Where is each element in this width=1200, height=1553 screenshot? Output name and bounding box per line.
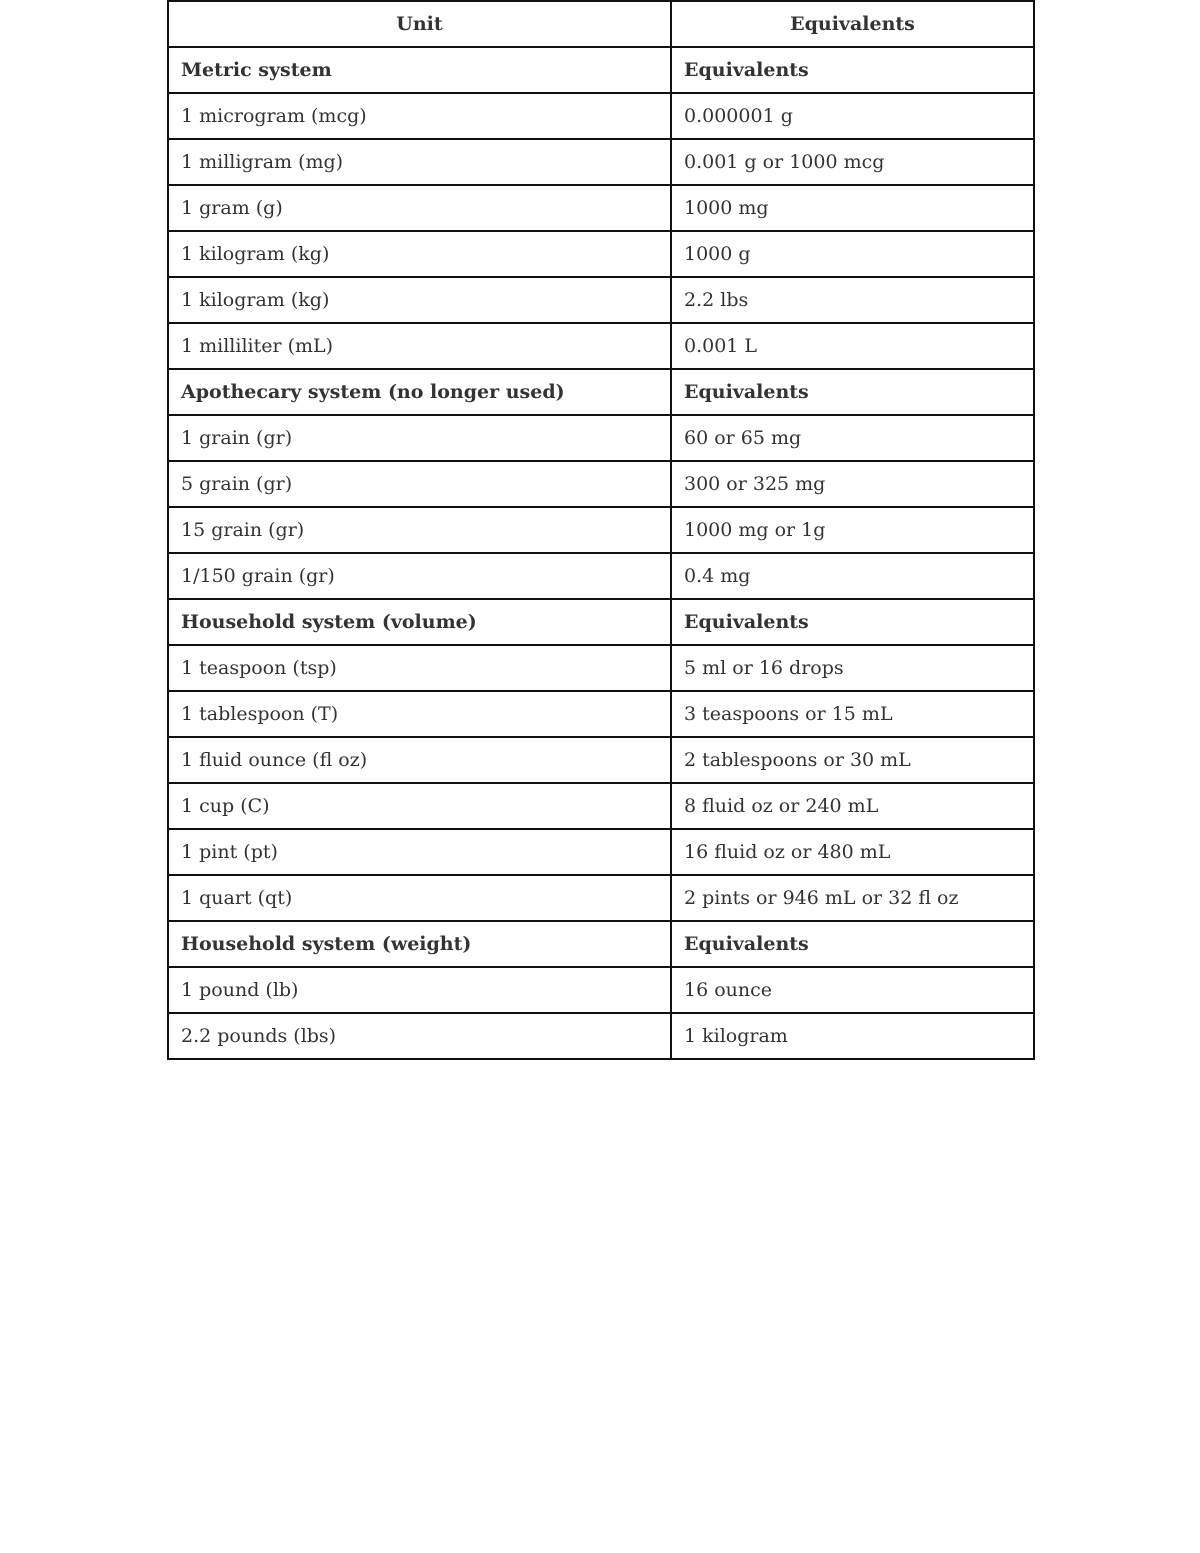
table-row <box>168 829 1034 875</box>
equivalent-cell: 0.4 mg <box>671 553 1034 599</box>
section-title-cell: Household system (weight) <box>168 921 671 967</box>
section-header-row <box>168 599 1034 645</box>
section-equivalents-cell: Equivalents <box>671 369 1034 415</box>
section-title-cell: Household system (volume) <box>168 599 671 645</box>
unit-cell: 1 microgram (mcg) <box>168 93 671 139</box>
header-row <box>168 1 1034 47</box>
unit-cell: 2.2 pounds (lbs) <box>168 1013 671 1059</box>
table-row <box>168 277 1034 323</box>
equivalent-cell: 1 kilogram <box>671 1013 1034 1059</box>
table-body <box>168 47 1034 1059</box>
equivalent-cell: 8 fluid oz or 240 mL <box>671 783 1034 829</box>
unit-cell: 1 cup (C) <box>168 783 671 829</box>
header-unit: Unit <box>168 1 671 47</box>
section-title-cell: Metric system <box>168 47 671 93</box>
unit-cell: 1 milliliter (mL) <box>168 323 671 369</box>
equivalent-cell: 1000 mg or 1g <box>671 507 1034 553</box>
section-equivalents-cell: Equivalents <box>671 47 1034 93</box>
unit-cell: 1 tablespoon (T) <box>168 691 671 737</box>
unit-cell: 1 grain (gr) <box>168 415 671 461</box>
table-row <box>168 737 1034 783</box>
section-header-row <box>168 921 1034 967</box>
unit-cell: 15 grain (gr) <box>168 507 671 553</box>
unit-cell: 1 pint (pt) <box>168 829 671 875</box>
equivalent-cell: 1000 mg <box>671 185 1034 231</box>
table-row <box>168 461 1034 507</box>
equivalent-cell: 16 fluid oz or 480 mL <box>671 829 1034 875</box>
section-title-cell: Apothecary system (no longer used) <box>168 369 671 415</box>
table-row <box>168 185 1034 231</box>
table-row <box>168 323 1034 369</box>
unit-cell: 1 pound (lb) <box>168 967 671 1013</box>
unit-cell: 1 kilogram (kg) <box>168 277 671 323</box>
section-equivalents-cell: Equivalents <box>671 921 1034 967</box>
table-row <box>168 553 1034 599</box>
table-row <box>168 231 1034 277</box>
table-row <box>168 783 1034 829</box>
equivalent-cell: 3 teaspoons or 15 mL <box>671 691 1034 737</box>
unit-cell: 1 fluid ounce (fl oz) <box>168 737 671 783</box>
equivalent-cell: 0.001 g or 1000 mcg <box>671 139 1034 185</box>
table-row <box>168 967 1034 1013</box>
table-row <box>168 415 1034 461</box>
unit-cell: 1 quart (qt) <box>168 875 671 921</box>
equivalent-cell: 300 or 325 mg <box>671 461 1034 507</box>
equivalent-cell: 16 ounce <box>671 967 1034 1013</box>
table-row <box>168 507 1034 553</box>
table-row <box>168 93 1034 139</box>
unit-cell: 1 teaspoon (tsp) <box>168 645 671 691</box>
equivalent-cell: 60 or 65 mg <box>671 415 1034 461</box>
table-row <box>168 139 1034 185</box>
equivalent-cell: 5 ml or 16 drops <box>671 645 1034 691</box>
table-header <box>168 1 1034 47</box>
unit-cell: 1/150 grain (gr) <box>168 553 671 599</box>
table-row <box>168 645 1034 691</box>
unit-cell: 5 grain (gr) <box>168 461 671 507</box>
equivalent-cell: 2 tablespoons or 30 mL <box>671 737 1034 783</box>
section-equivalents-cell: Equivalents <box>671 599 1034 645</box>
unit-cell: 1 kilogram (kg) <box>168 231 671 277</box>
equivalent-cell: 1000 g <box>671 231 1034 277</box>
section-header-row <box>168 369 1034 415</box>
equivalent-cell: 2 pints or 946 mL or 32 fl oz <box>671 875 1034 921</box>
unit-cell: 1 milligram (mg) <box>168 139 671 185</box>
unit-cell: 1 gram (g) <box>168 185 671 231</box>
equivalent-cell: 0.001 L <box>671 323 1034 369</box>
section-header-row <box>168 47 1034 93</box>
table-row <box>168 875 1034 921</box>
table-row <box>168 691 1034 737</box>
equivalent-cell: 2.2 lbs <box>671 277 1034 323</box>
table-row <box>168 1013 1034 1059</box>
equivalent-cell: 0.000001 g <box>671 93 1034 139</box>
header-equivalents: Equivalents <box>671 1 1034 47</box>
unit-equivalents-table <box>167 0 1035 1060</box>
